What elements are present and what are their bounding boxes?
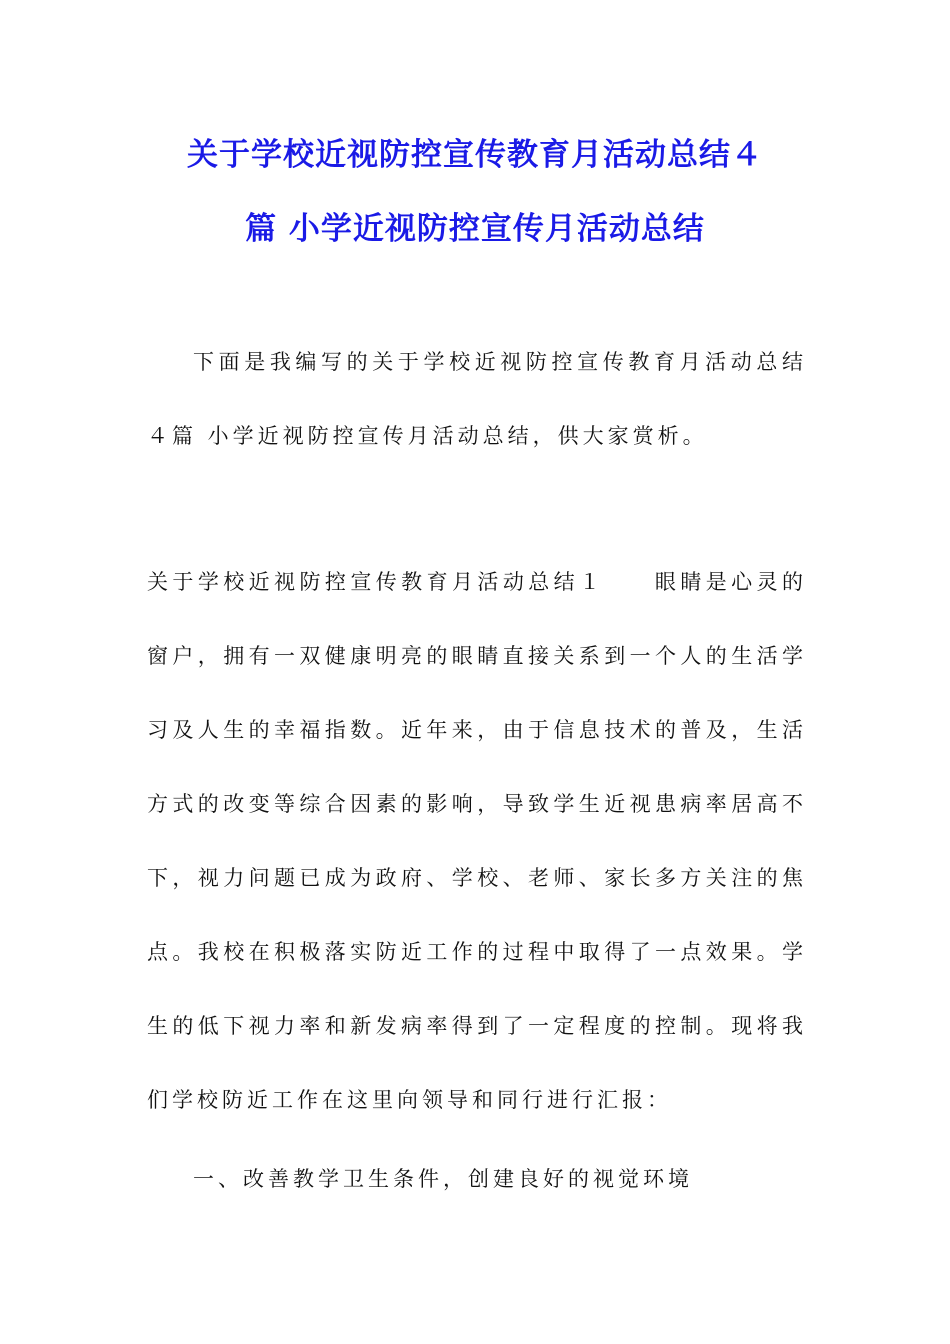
section-heading-1: 一、改善教学卫生条件，创建良好的视觉环境: [193, 1167, 693, 1191]
intro-paragraph: 下面是我编写的关于学校近视防控宣传教育月活动总结４篇 小学近视防控宣传月活动总结，供大家赏析。: [147, 350, 807, 448]
title-line-2: 篇 小学近视防控宣传月活动总结: [245, 211, 705, 247]
section-1-body: 眼睛是心灵的窗户，拥有一双健康明亮的眼睛直接关系到一个人的生活学习及人生的幸福指数。近年来，由于信息技术的普及，生活方式的改变等综合因素的影响，导致学生近视患病率居高不下，视力问题已成为政府、学校、老师、家长多方关注的焦点。我校在积极落实防近工作的过程中取得了一点效果。学生的低下视力率和新发病率得到了一定程度的控制。现将我们学校防近工作在这里向领导和同行进行汇报：: [147, 570, 807, 1112]
document-title: [145, 118, 805, 266]
section-1-paragraph: [147, 545, 807, 1137]
title-line-1: 关于学校近视防控宣传教育月活动总结４: [187, 137, 763, 173]
section-1-title: 关于学校近视防控宣传教育月活动总结１: [147, 570, 605, 594]
